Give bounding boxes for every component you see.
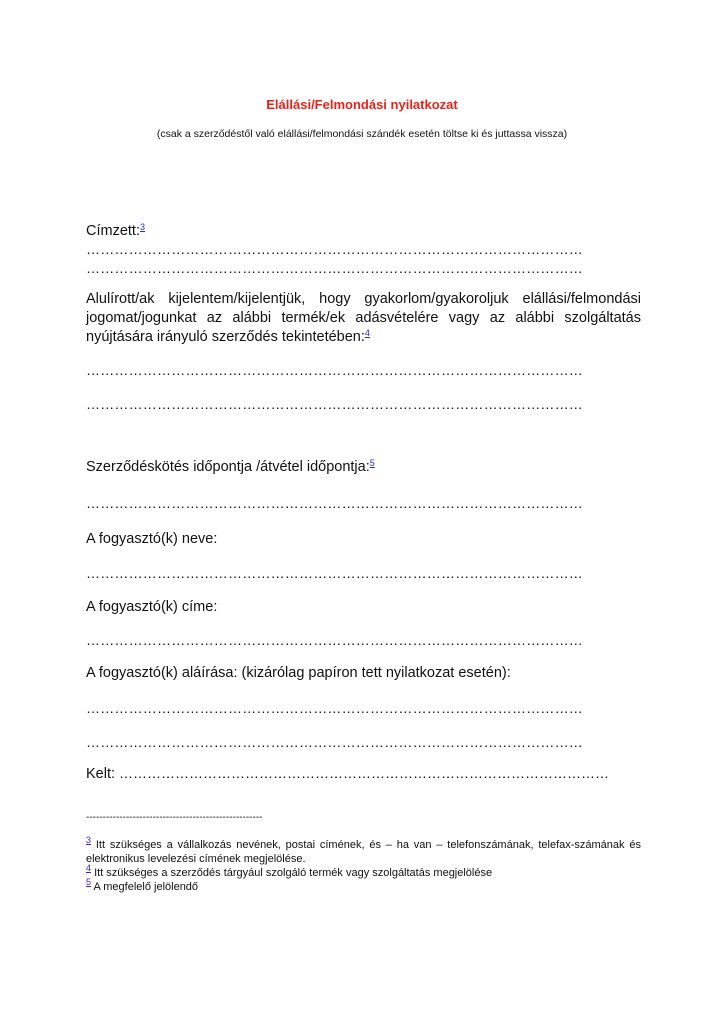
footnote-ref-4[interactable]: 4 bbox=[364, 328, 370, 338]
consumer-name-line[interactable]: …………………………………………………………………………………………… bbox=[86, 565, 583, 581]
footnote-ref-3[interactable]: 3 bbox=[139, 222, 145, 232]
form-title: Elállási/Felmondási nyilatkozat bbox=[266, 97, 458, 112]
footnote-5-text: A megfelelő jelölendő bbox=[93, 881, 199, 893]
date-place-label: Kelt: bbox=[86, 766, 116, 782]
footnote-4-text: Itt szükséges a szerződés tárgyául szolgáló termék vagy szolgáltatás megjelölése bbox=[94, 867, 493, 879]
contract-date-label bbox=[86, 458, 375, 476]
addressee-label-text: Címzett: bbox=[86, 223, 140, 239]
consumer-name-label: A fogyasztó(k) neve: bbox=[86, 531, 218, 547]
consumer-address-label: A fogyasztó(k) címe: bbox=[86, 599, 218, 615]
statement-line-2[interactable]: …………………………………………………………………………………………… bbox=[86, 396, 583, 412]
contract-date-line[interactable]: …………………………………………………………………………………………… bbox=[86, 495, 583, 511]
signature-line-1[interactable]: …………………………………………………………………………………………… bbox=[86, 700, 583, 716]
withdrawal-statement bbox=[86, 290, 641, 347]
footnote-separator: ----------------------------------------------------- bbox=[86, 812, 263, 823]
footnote-4-marker[interactable]: 4 bbox=[86, 863, 92, 873]
footnote-ref-5[interactable]: 5 bbox=[369, 458, 375, 468]
addressee-label bbox=[86, 222, 145, 240]
footnote-3-text: Itt szükséges a vállalkozás nevének, postai címének, és – ha van – telefonszámának, telefax-számának és elektronikus levelezési címének megjelölése. bbox=[86, 839, 641, 865]
footnote-4 bbox=[86, 863, 641, 880]
consumer-address-line[interactable]: …………………………………………………………………………………………… bbox=[86, 632, 583, 648]
addressee-line-2[interactable]: …………………………………………………………………………………………… bbox=[86, 260, 583, 276]
contract-date-label-text: Szerződéskötés időpontja /átvétel időpontja: bbox=[86, 459, 370, 475]
withdrawal-statement-text: Alulírott/ak kijelentem/kijelentjük, hogy gyakorlom/gyakoroljuk elállási/felmondási jogomat/jogunkat az alábbi termék/ek adásvételére vagy az alábbi szolgáltatás nyújtására irányuló szerződés tekintetében: bbox=[86, 291, 641, 345]
date-place-line[interactable]: …………………………………………………………………………………………… bbox=[119, 765, 610, 781]
footnote-5 bbox=[86, 877, 641, 894]
footnote-5-marker[interactable]: 5 bbox=[86, 877, 92, 887]
footnote-3 bbox=[86, 835, 641, 866]
signature-line-2[interactable]: …………………………………………………………………………………………… bbox=[86, 734, 583, 750]
addressee-line-1[interactable]: …………………………………………………………………………………………… bbox=[86, 241, 583, 257]
form-subtitle: (csak a szerződéstől való elállási/felmondási szándék esetén töltse ki és juttassa vissza) bbox=[156, 128, 568, 140]
statement-line-1[interactable]: …………………………………………………………………………………………… bbox=[86, 362, 583, 378]
date-place-row bbox=[86, 764, 646, 783]
consumer-signature-label: A fogyasztó(k) aláírása: (kizárólag papíron tett nyilatkozat esetén): bbox=[86, 665, 511, 681]
footnote-3-marker[interactable]: 3 bbox=[86, 835, 92, 845]
